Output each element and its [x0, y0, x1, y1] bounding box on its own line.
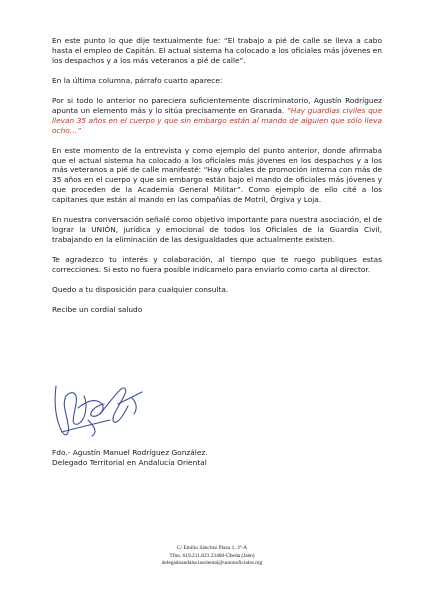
paragraph-5: En nuestra conversación señalé como objetivo importante para nuestra asociación, el de lograr la UNIÓN, jurídica y emocional de todos los Oficiales de la Guardia Civil, trabajando en la eliminación de las desigualdades que actualmente existen. — [52, 215, 382, 244]
signer-title: Delegado Territorial en Andalucía Oriental — [52, 457, 207, 467]
handwritten-signature — [48, 374, 148, 442]
footer-address: C/ Emilio Sánchez Plaza 1, 3º-A — [176, 545, 248, 551]
paragraph-3-text: Por si todo lo anterior no pareciera suficientemente discriminatorio, Agustín Rodríguez apunta un elemento más y lo sitúa precisamente en Granada. — [52, 96, 382, 115]
signer-block — [52, 448, 352, 468]
footer-phone: Tfno. 619.211.823 23400-Úbeda (Jaén) — [169, 552, 255, 559]
paragraph-3 — [52, 96, 382, 135]
footer-email: delegadoandaluciaoriental@unionoficiales.org — [161, 560, 263, 567]
letter-body — [52, 36, 382, 326]
signer-name: Fdo.- Agustín Manuel Rodríguez González. — [52, 448, 208, 457]
closing-greeting: Recibe un cordial saludo — [52, 305, 143, 315]
paragraph-7: Quedo a tu disposición para cualquier consulta. — [52, 285, 229, 295]
paragraph-1: En este punto lo que dije textualmente fue: “El trabajo a pié de calle se lleva a cabo hasta el empleo de Capitán. El actual sistema ha colocado a los oficiales más jóvenes en los despachos y a los más veteranos a pié de calle”. — [52, 36, 382, 65]
highlighted-quote: “Hay guardias civiles que llevan 35 años en el cuerpo y que sin embargo están al mando de alguien que sólo lleva ocho…” — [52, 105, 382, 135]
letter-footer — [112, 545, 312, 568]
paragraph-2: En la última columna, párrafo cuarto aparece: — [52, 75, 223, 85]
paragraph-4: En este momento de la entrevista y como ejemplo del punto anterior, donde afirmaba que el actual sistema ha colocado a los oficiales más jóvenes en los despachos y a los más veteranos a pié de calle manifesté: “Hay oficiales de promoción interna con más de 35 años en el cuerpo y que sin embargo están bajo el mando de oficiales más jóvenes y que proceden de la Academia General Militar”. Como ejemplo de ello cité a los capitanes que están al mando en las compañías de Motril, Órgiva y Loja. — [52, 145, 382, 204]
paragraph-6: Te agradezco tu interés y colaboración, al tiempo que te ruego publiques estas correcciones. Si esto no fuera posible indícamelo para enviarlo como carta al director. — [52, 255, 382, 274]
